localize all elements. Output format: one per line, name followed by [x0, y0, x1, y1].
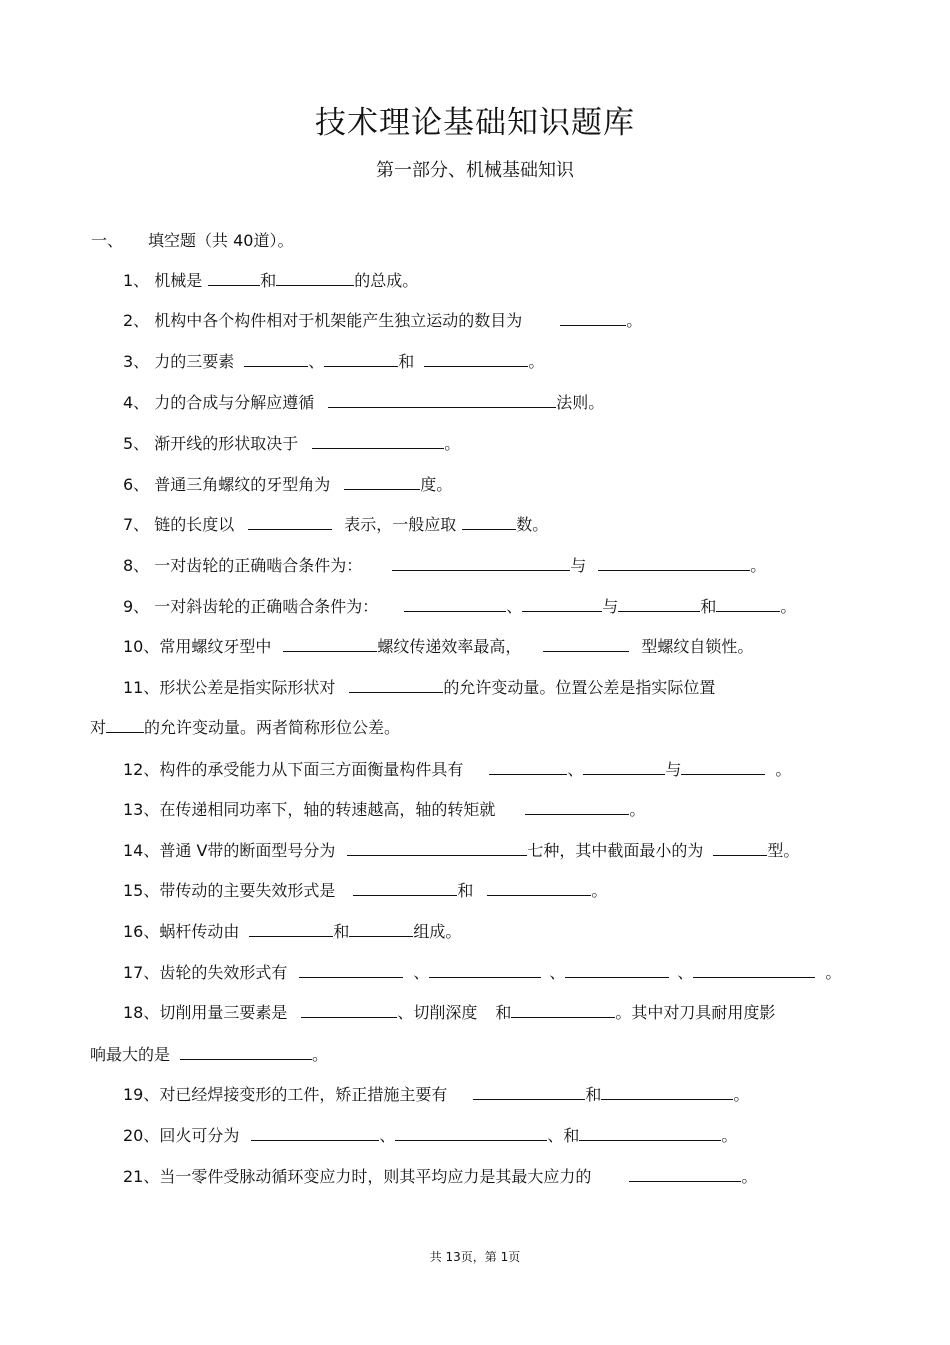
question-text: 和	[333, 922, 350, 941]
question-text: 七种，其中截面最小的为	[527, 841, 704, 860]
question-text: 、	[506, 597, 523, 616]
question-text: 、和	[547, 1126, 580, 1145]
question-21	[123, 1166, 757, 1187]
question-text: 。	[825, 963, 842, 982]
question-text: 的允许变动量。位置公差是指实际位置	[443, 678, 716, 697]
question-text: 。	[444, 434, 461, 453]
question-text: 。	[312, 1045, 329, 1064]
question-text: 数。	[516, 515, 549, 534]
document-subtitle: 第一部分、机械基础知识	[376, 160, 574, 181]
question-2	[123, 310, 642, 331]
question-text: 。	[626, 311, 643, 330]
answer-blank[interactable]	[487, 880, 591, 896]
answer-blank[interactable]	[301, 1002, 397, 1018]
question-text: 14、普通 V带的断面型号分为	[123, 841, 336, 860]
question-text: 的总成。	[354, 271, 419, 290]
question-text: 。	[629, 800, 646, 819]
question-14	[123, 840, 799, 861]
question-9	[123, 596, 796, 617]
question-7	[123, 514, 548, 535]
question-text: 、	[308, 352, 325, 371]
question-text: 。	[721, 1126, 738, 1145]
question-17	[123, 962, 841, 983]
answer-blank[interactable]	[276, 270, 354, 286]
question-text: 、	[413, 963, 430, 982]
answer-blank[interactable]	[249, 921, 333, 937]
question-text: 17、齿轮的失效形式有	[123, 963, 288, 982]
question-text: 法则。	[556, 393, 605, 412]
answer-blank[interactable]	[525, 799, 629, 815]
question-1	[123, 270, 418, 291]
question-text: 4、 力的合成与分解应遵循	[123, 393, 315, 412]
answer-blank[interactable]	[244, 351, 308, 367]
question-text: 、	[567, 760, 584, 779]
question-text: 和	[495, 1003, 512, 1022]
question-text: 15、带传动的主要失效形式是	[123, 881, 336, 900]
question-text: 。	[780, 597, 797, 616]
question-text: 螺纹传递效率最高，	[377, 637, 522, 656]
question-text: 10、常用螺纹牙型中	[123, 637, 272, 656]
question-13	[123, 799, 645, 820]
question-text: 、	[677, 963, 694, 982]
question-text: 7、 链的长度以	[123, 515, 235, 534]
question-5	[123, 433, 460, 454]
answer-blank[interactable]	[312, 433, 444, 449]
question-text: 与	[665, 760, 682, 779]
answer-blank[interactable]	[583, 759, 665, 775]
answer-blank[interactable]	[629, 1166, 741, 1182]
answer-blank[interactable]	[511, 1002, 615, 1018]
question-20	[123, 1125, 737, 1146]
answer-blank[interactable]	[324, 351, 398, 367]
answer-blank[interactable]	[681, 759, 765, 775]
question-text: 21、当一零件受脉动循环变应力时，则其平均应力是其最大应力的	[123, 1167, 592, 1186]
answer-blank[interactable]	[344, 474, 420, 490]
question-text: 20、回火可分为	[123, 1126, 240, 1145]
question-16	[123, 921, 461, 942]
section-heading	[91, 228, 293, 251]
question-text: 9、 一对斜齿轮的正确啮合条件为：	[123, 597, 379, 616]
question-text: 。	[775, 760, 792, 779]
question-3	[123, 351, 544, 372]
question-text: 6、 普通三角螺纹的牙型角为	[123, 475, 331, 494]
answer-blank[interactable]	[522, 596, 602, 612]
question-text: 18、切削用量三要素是	[123, 1003, 288, 1022]
answer-blank[interactable]	[349, 921, 413, 937]
question-10	[123, 636, 753, 657]
answer-blank[interactable]	[299, 962, 403, 978]
answer-blank[interactable]	[248, 514, 332, 530]
answer-blank[interactable]	[353, 880, 457, 896]
answer-blank[interactable]	[473, 1084, 585, 1100]
page-footer: 共 13页，第 1页	[429, 1250, 521, 1264]
answer-blank[interactable]	[489, 759, 567, 775]
question-text: 5、 渐开线的形状取决于	[123, 434, 299, 453]
question-18	[123, 1002, 775, 1023]
answer-blank[interactable]	[618, 596, 700, 612]
question-text: 12、构件的承受能力从下面三方面衡量构件具有	[123, 760, 464, 779]
question-text: 和	[260, 271, 277, 290]
question-11	[123, 677, 715, 698]
section-label: 填空题（共 40道）。	[148, 231, 294, 250]
question-text: 的允许变动量。两者简称形位公差。	[144, 718, 401, 737]
answer-blank[interactable]	[429, 962, 541, 978]
question-text: 。	[733, 1085, 750, 1104]
question-text: 和	[457, 881, 474, 900]
answer-blank[interactable]	[560, 310, 626, 326]
section-number: 一、	[91, 231, 124, 250]
answer-blank[interactable]	[579, 1125, 721, 1141]
question-text: 和	[398, 352, 415, 371]
answer-blank[interactable]	[347, 840, 527, 856]
question-text: 型。	[767, 841, 800, 860]
question-11-continued	[90, 717, 400, 738]
question-text: 8、 一对齿轮的正确啮合条件为：	[123, 556, 363, 575]
question-text: 表示，一般应取	[344, 515, 457, 534]
question-text: 对	[90, 718, 107, 737]
question-text: 13、在传递相同功率下，轴的转速越高，轴的转矩就	[123, 800, 496, 819]
question-text: 。其中对刀具耐用度影	[615, 1003, 776, 1022]
question-text: 度。	[420, 475, 453, 494]
question-text: 。	[528, 352, 545, 371]
answer-blank[interactable]	[349, 677, 443, 693]
question-text: 、切削深度	[397, 1003, 478, 1022]
answer-blank[interactable]	[395, 1125, 547, 1141]
answer-blank[interactable]	[601, 1084, 733, 1100]
answer-blank[interactable]	[328, 392, 556, 408]
question-text: 16、蜗杆传动由	[123, 922, 240, 941]
answer-blank[interactable]	[404, 596, 506, 612]
question-text: 型螺纹自锁性。	[641, 637, 754, 656]
question-15	[123, 880, 607, 901]
answer-blank[interactable]	[693, 962, 815, 978]
question-text: 。	[741, 1167, 758, 1186]
question-text: 11、形状公差是指实际形状对	[123, 678, 336, 697]
question-text: 、	[379, 1126, 396, 1145]
answer-blank[interactable]	[598, 555, 750, 571]
answer-blank[interactable]	[251, 1125, 379, 1141]
answer-blank[interactable]	[424, 351, 528, 367]
question-text: 。	[591, 881, 608, 900]
question-text: 和	[585, 1085, 602, 1104]
answer-blank[interactable]	[208, 270, 260, 286]
question-18-continued	[90, 1044, 328, 1065]
question-text: 组成。	[413, 922, 462, 941]
question-4	[123, 392, 604, 413]
question-text: 1、 机械是	[123, 271, 203, 290]
question-text: 、	[549, 963, 566, 982]
answer-blank[interactable]	[392, 555, 570, 571]
question-8	[123, 555, 766, 576]
answer-blank[interactable]	[713, 840, 767, 856]
answer-blank[interactable]	[543, 636, 629, 652]
document-title: 技术理论基础知识题库	[315, 105, 635, 141]
question-12	[123, 759, 791, 780]
question-text: 3、 力的三要素	[123, 352, 235, 371]
question-text: 与	[570, 556, 587, 575]
question-text: 19、对已经焊接变形的工件，矫正措施主要有	[123, 1085, 448, 1104]
question-text: 和	[700, 597, 717, 616]
question-text: 。	[750, 556, 767, 575]
answer-blank[interactable]	[283, 636, 377, 652]
answer-blank[interactable]	[180, 1044, 312, 1060]
question-text: 2、 机构中各个构件相对于机架能产生独立运动的数目为	[123, 311, 523, 330]
answer-blank[interactable]	[106, 717, 144, 733]
question-text: 与	[602, 597, 619, 616]
answer-blank[interactable]	[565, 962, 669, 978]
question-6	[123, 474, 452, 495]
question-text: 响最大的是	[90, 1045, 171, 1064]
answer-blank[interactable]	[716, 596, 780, 612]
question-19	[123, 1084, 749, 1105]
answer-blank[interactable]	[462, 514, 516, 530]
